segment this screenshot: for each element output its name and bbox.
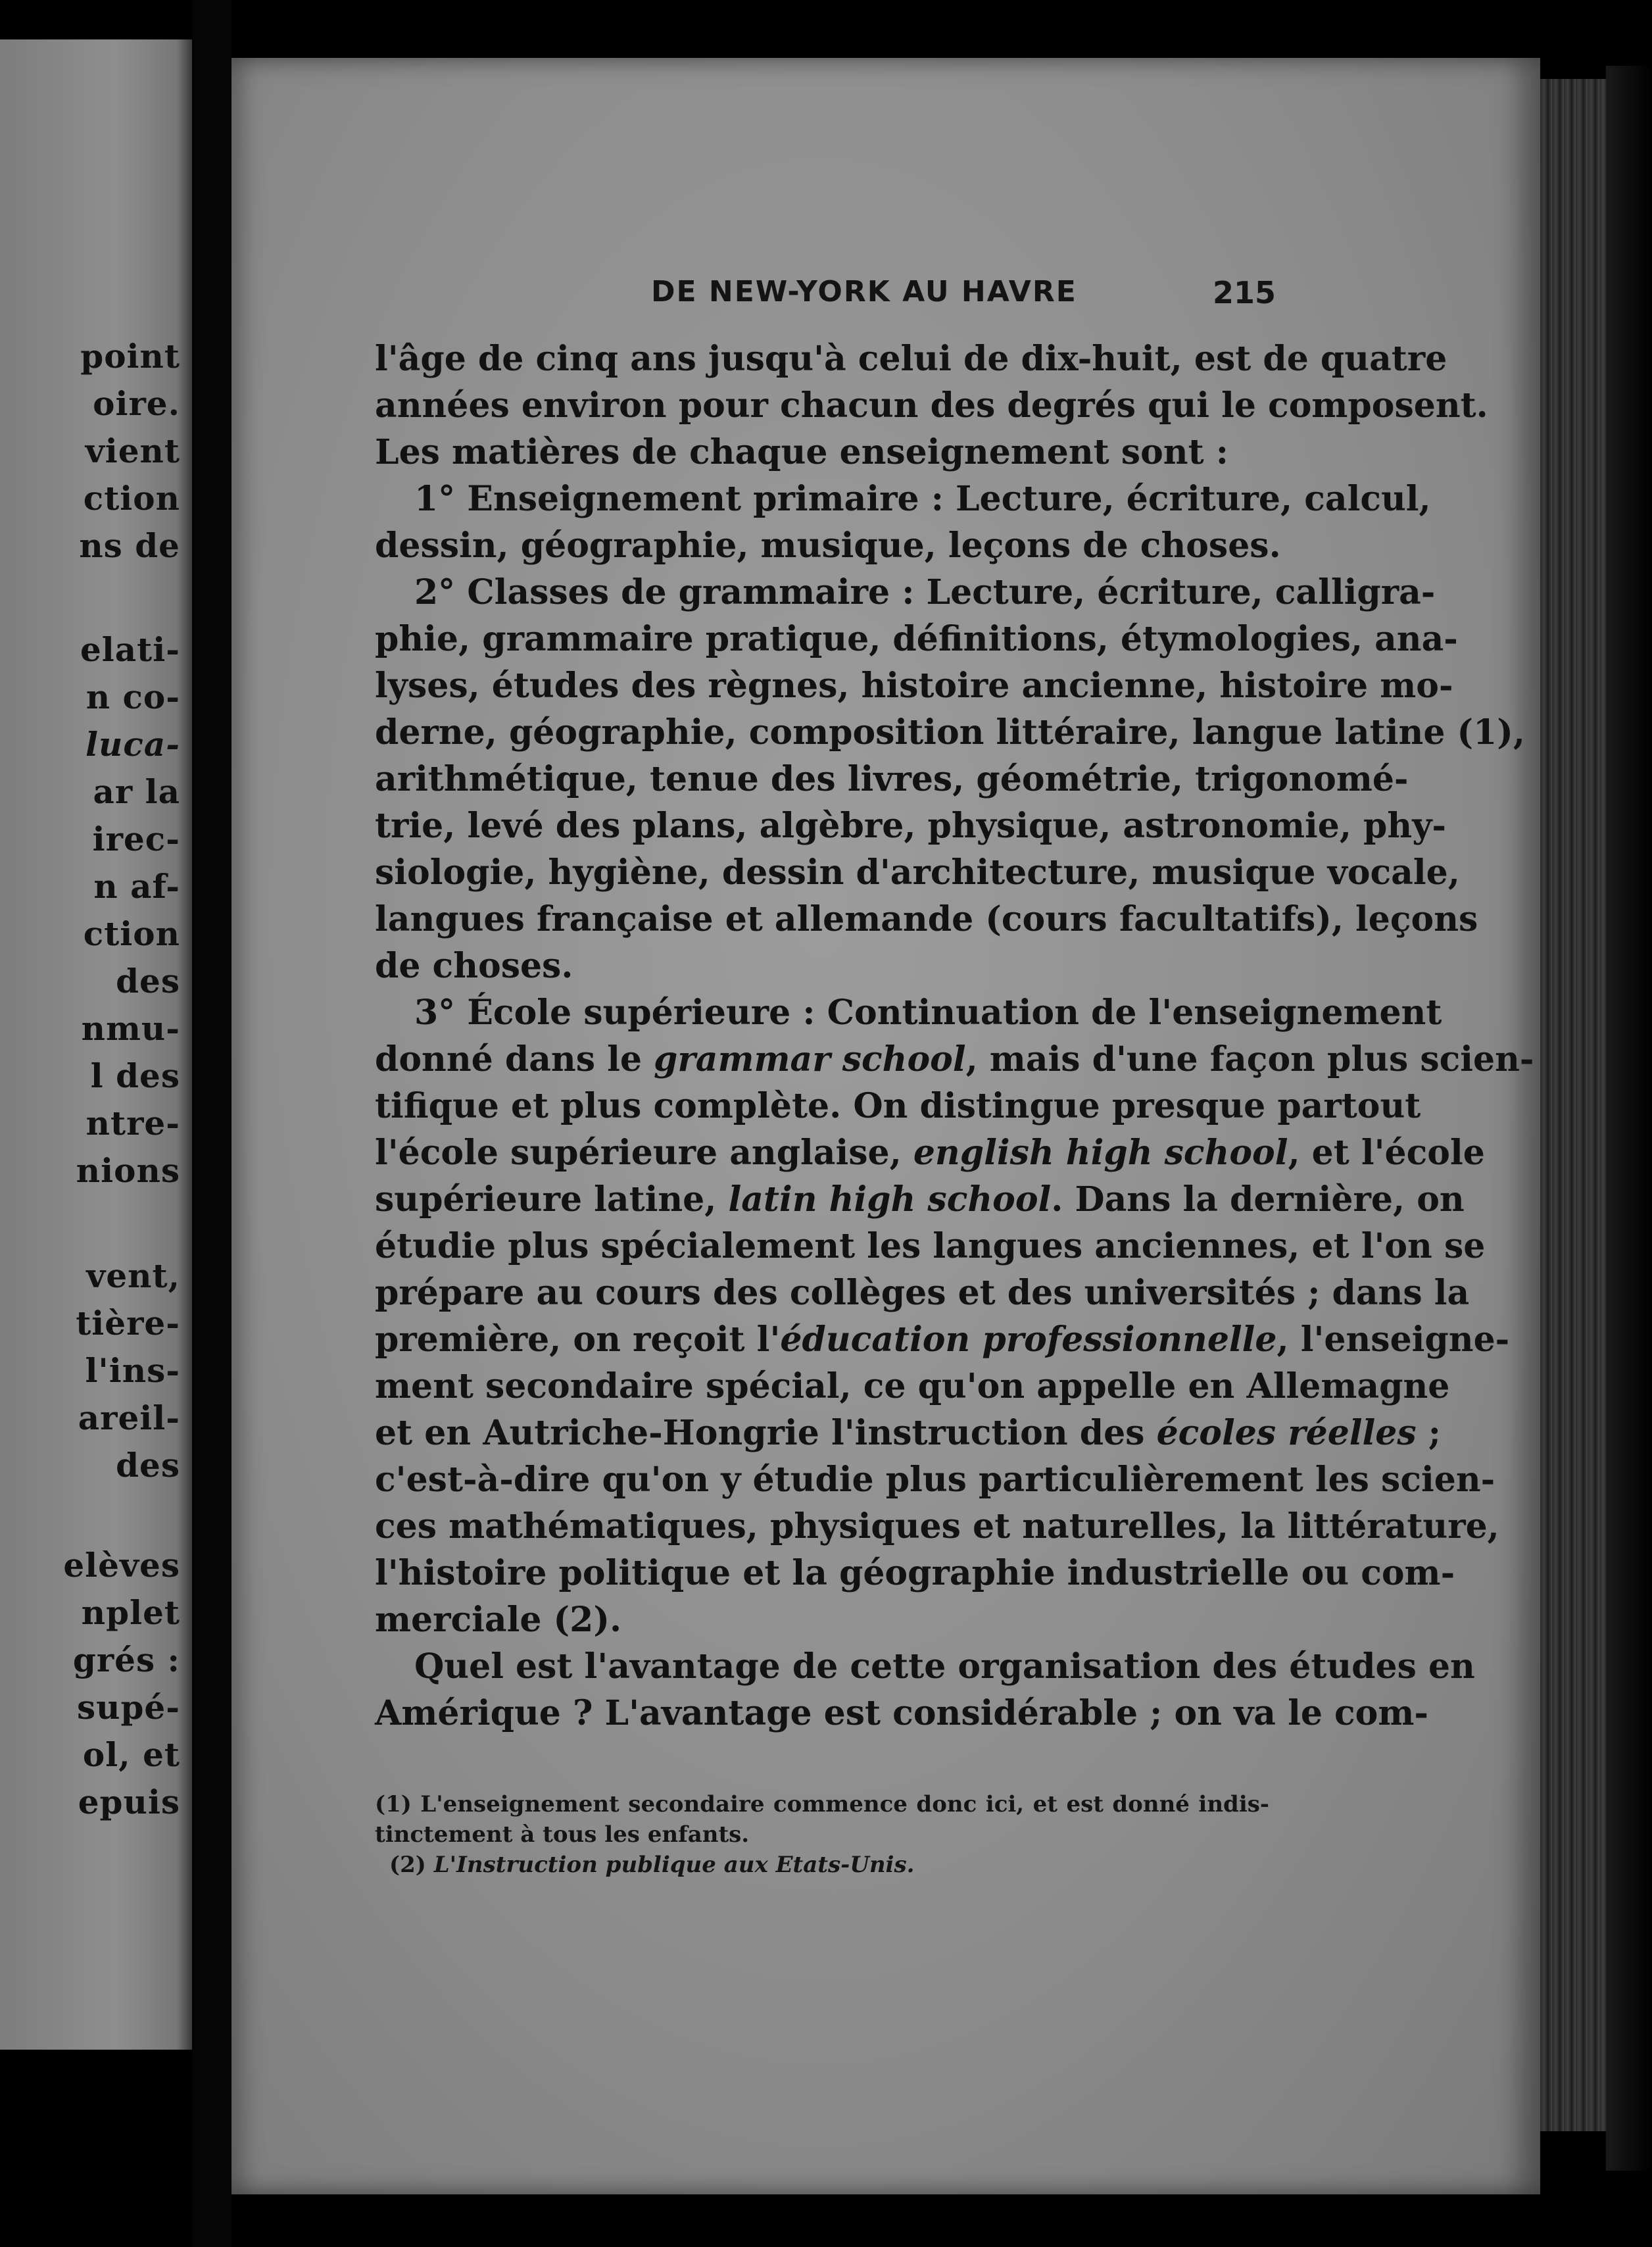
text-line: tifique et plus complète. On distingue presque partout bbox=[375, 1086, 1421, 1126]
facing-page-line: elèves bbox=[63, 1546, 180, 1585]
facing-page-line: ns de bbox=[79, 526, 180, 565]
facing-page-line: des bbox=[116, 962, 180, 1000]
facing-page-line: vent, bbox=[86, 1256, 180, 1295]
footnotes bbox=[375, 1789, 1269, 1880]
text-segment: , mais d'une façon plus scien- bbox=[965, 1039, 1534, 1079]
facing-page-line: irec- bbox=[92, 820, 180, 858]
text-line bbox=[375, 1036, 1534, 1083]
text-line bbox=[375, 1129, 1485, 1176]
facing-page-line: point bbox=[80, 337, 180, 376]
text-line bbox=[375, 1316, 1510, 1363]
text-segment: et en Autriche-Hongrie l'instruction des bbox=[375, 1413, 1157, 1453]
facing-page-fragment bbox=[0, 39, 192, 2050]
facing-page-line: ar la bbox=[93, 772, 180, 811]
text-line: l'histoire politique et la géographie industrielle ou com- bbox=[375, 1553, 1455, 1593]
facing-page-line: vient bbox=[85, 432, 180, 470]
italic-term: écoles réelles bbox=[1156, 1413, 1417, 1453]
text-line: arithmétique, tenue des livres, géométrie, trigonomé- bbox=[375, 759, 1409, 799]
text-segment: supérieure latine, bbox=[375, 1179, 729, 1220]
text-segment: , et l'école bbox=[1288, 1133, 1485, 1173]
facing-page-line: l des bbox=[90, 1056, 180, 1095]
italic-term: éducation professionnelle bbox=[780, 1320, 1277, 1360]
facing-page-line: nplet bbox=[81, 1593, 180, 1632]
text-segment: , l'enseigne- bbox=[1276, 1320, 1510, 1360]
text-line: 2° Classes de grammaire : Lecture, écriture, calligra- bbox=[414, 572, 1436, 612]
text-segment: ; bbox=[1416, 1413, 1441, 1453]
text-line: c'est-à-dire qu'on y étudie plus particulièrement les scien- bbox=[375, 1460, 1495, 1500]
text-line: 3° École supérieure : Continuation de l'enseignement bbox=[414, 993, 1442, 1033]
text-line: Les matières de chaque enseignement sont : bbox=[375, 432, 1228, 472]
italic-term: latin high school bbox=[728, 1179, 1052, 1220]
running-title: DE NEW-YORK AU HAVRE bbox=[651, 275, 1077, 309]
italic-term: grammar school bbox=[654, 1039, 966, 1079]
page-body bbox=[375, 335, 1534, 1737]
text-line: siologie, hygiène, dessin d'architecture, musique vocale, bbox=[375, 852, 1460, 893]
page-number: 215 bbox=[1212, 275, 1276, 310]
facing-page-line: des bbox=[116, 1446, 180, 1485]
facing-page-line: ction bbox=[83, 914, 180, 953]
footnote-2 bbox=[375, 1850, 1269, 1880]
text-line: ces mathématiques, physiques et naturelles, la littérature, bbox=[375, 1506, 1499, 1546]
page-edges bbox=[1540, 79, 1606, 2131]
footnote-1-line: tinctement à tous les enfants. bbox=[375, 1821, 750, 1848]
facing-page-line: ntre- bbox=[85, 1104, 180, 1143]
text-line: ment secondaire spécial, ce qu'on appelle en Allemagne bbox=[375, 1366, 1450, 1406]
text-line: langues française et allemande (cours facultatifs), leçons bbox=[375, 899, 1478, 939]
facing-page-line: grés : bbox=[72, 1641, 180, 1679]
text-line: 1° Enseignement primaire : Lecture, écriture, calcul, bbox=[414, 479, 1431, 519]
facing-page-line: l'ins- bbox=[85, 1351, 180, 1390]
facing-page-line: n co- bbox=[85, 678, 180, 716]
facing-page-line: nmu- bbox=[81, 1009, 180, 1048]
facing-page-line: elati- bbox=[80, 630, 180, 669]
text-line bbox=[375, 1176, 1465, 1223]
text-line: prépare au cours des collèges et des universités ; dans la bbox=[375, 1273, 1470, 1313]
italic-term: english high school bbox=[913, 1133, 1288, 1173]
facing-page-line: oire. bbox=[93, 384, 180, 423]
text-line: lyses, études des règnes, histoire ancienne, histoire mo- bbox=[375, 666, 1453, 706]
text-segment: donné dans le bbox=[375, 1039, 654, 1079]
footnote-2-text: L'Instruction publique aux Etats-Unis. bbox=[433, 1852, 915, 1878]
text-line: Amérique ? L'avantage est considérable ; on va le com- bbox=[375, 1693, 1428, 1733]
text-line: phie, grammaire pratique, définitions, étymologies, ana- bbox=[375, 619, 1458, 659]
text-line bbox=[375, 1410, 1441, 1456]
page-edge-shadow bbox=[1606, 66, 1652, 2171]
facing-page-line: tière- bbox=[76, 1304, 180, 1343]
text-line: l'âge de cinq ans jusqu'à celui de dix-huit, est de quatre bbox=[375, 339, 1447, 379]
text-segment: . Dans la dernière, on bbox=[1051, 1179, 1465, 1220]
facing-page-line: supé- bbox=[76, 1688, 180, 1727]
text-line: dessin, géographie, musique, leçons de choses. bbox=[375, 526, 1281, 566]
text-line: années environ pour chacun des degrés qui le composent. bbox=[375, 385, 1488, 426]
facing-page-line: nions bbox=[76, 1151, 180, 1190]
text-line: trie, levé des plans, algèbre, physique, astronomie, phy- bbox=[375, 806, 1447, 846]
text-line: étudie plus spécialement les langues anciennes, et l'on se bbox=[375, 1226, 1486, 1266]
text-segment: première, on reçoit l' bbox=[375, 1320, 781, 1360]
facing-page-line: areil- bbox=[78, 1398, 180, 1437]
running-header bbox=[651, 275, 1276, 314]
facing-page-line: ol, et bbox=[82, 1735, 180, 1774]
book-gutter bbox=[192, 0, 231, 2247]
facing-page-line: ction bbox=[83, 479, 180, 518]
text-line: de choses. bbox=[375, 946, 573, 986]
facing-page-line: n af- bbox=[93, 867, 180, 906]
text-line: derne, géographie, composition littéraire, langue latine (1), bbox=[375, 712, 1526, 753]
footnote-1-line: (1) L'enseignement secondaire commence donc ici, et est donné indis- bbox=[375, 1791, 1269, 1817]
text-line: merciale (2). bbox=[375, 1600, 622, 1640]
facing-page-line: luca- bbox=[85, 725, 180, 764]
text-line: Quel est l'avantage de cette organisation des études en bbox=[414, 1646, 1475, 1687]
footnote-2-marker: (2) bbox=[389, 1852, 426, 1878]
text-segment: l'école supérieure anglaise, bbox=[375, 1133, 913, 1173]
facing-page-line: epuis bbox=[78, 1783, 180, 1821]
